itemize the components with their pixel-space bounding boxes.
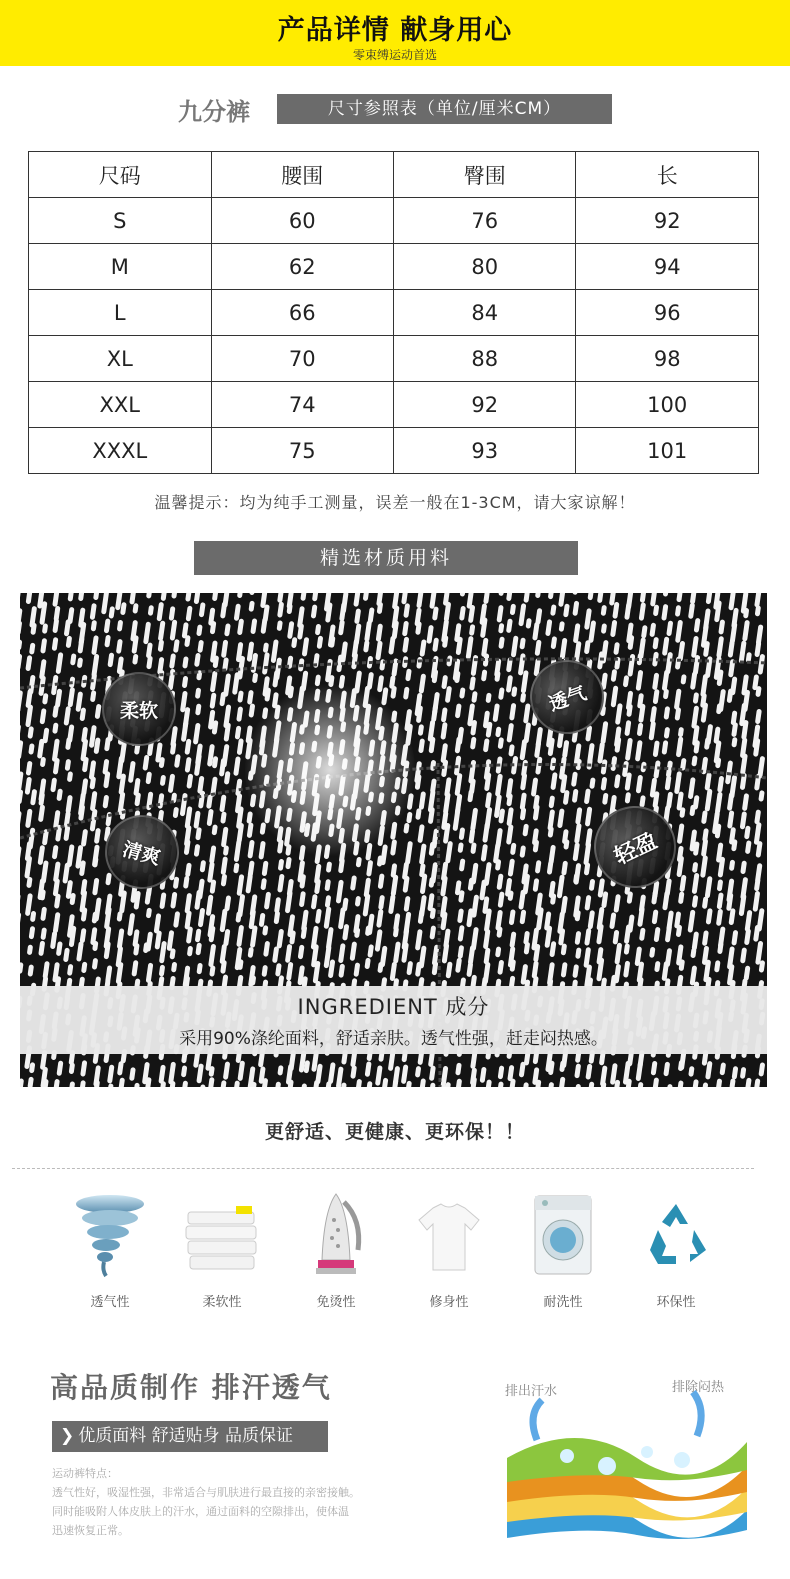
folded-towels-icon (182, 1190, 262, 1280)
measurement-tip: 温馨提示：均为纯手工测量，误差一般在1-3CM，请大家谅解！ (154, 493, 636, 512)
cell-size: M (29, 244, 212, 290)
cell-length: 96 (576, 290, 759, 336)
quality-desc-line: 迅速恢复正常。 (52, 1524, 129, 1537)
ingredient-panel (20, 986, 767, 1054)
sweat-out-label: 排出汗水 (505, 1384, 558, 1399)
banner-subtitle: 零束缚运动首选 (352, 48, 437, 62)
ingredient-title: INGREDIENT 成分 (297, 995, 490, 1019)
dashed-divider (12, 1168, 754, 1169)
heat-out-label: 排除闷热 (672, 1380, 725, 1395)
cell-size: S (29, 198, 212, 244)
cell-waist: 62 (211, 244, 393, 290)
cell-hip: 84 (393, 290, 575, 336)
quality-desc-line: 透气性好，吸湿性强，非常适合与肌肤进行最直接的亲密接触。 (52, 1486, 360, 1499)
banner-title: 产品详情 献身用心 (277, 15, 513, 46)
table-row (29, 198, 759, 244)
feature-eco (621, 1190, 731, 1310)
cell-hip: 80 (393, 244, 575, 290)
feature-label: 透气性 (90, 1295, 130, 1310)
cell-length: 101 (576, 428, 759, 474)
cell-hip: 88 (393, 336, 575, 382)
feature-slim-fit (394, 1190, 504, 1310)
feature-washable (508, 1190, 618, 1310)
size-chart-heading (0, 92, 790, 126)
cell-size: XXL (29, 382, 212, 428)
cell-waist: 75 (211, 428, 393, 474)
ingredient-desc: 采用90%涤纶面料，舒适亲肤。透气性强，赶走闷热感。 (179, 1029, 608, 1049)
table-row (29, 290, 759, 336)
cell-waist: 60 (211, 198, 393, 244)
cell-size: XL (29, 336, 212, 382)
quality-bar (52, 1421, 328, 1452)
header-length: 长 (576, 152, 759, 198)
feature-bubble-breathable: 透气 (520, 650, 615, 745)
cell-length: 94 (576, 244, 759, 290)
recycle-icon (636, 1190, 716, 1280)
cell-length: 98 (576, 336, 759, 382)
cell-length: 100 (576, 382, 759, 428)
header-waist: 腰围 (211, 152, 393, 198)
table-header-row (29, 152, 759, 198)
header-size: 尺码 (29, 152, 212, 198)
table-row (29, 382, 759, 428)
cell-waist: 70 (211, 336, 393, 382)
cell-size: L (29, 290, 212, 336)
feature-breathable (55, 1190, 165, 1310)
washing-machine-icon (523, 1190, 603, 1280)
cell-waist: 74 (211, 382, 393, 428)
chevron-right-icon: ❯ (60, 1426, 75, 1446)
quality-desc-line: 同时能吸附人体皮肤上的汗水，通过面料的空隙排出，使体温 (52, 1505, 349, 1518)
feature-bubble-soft: 柔软 (102, 672, 176, 746)
tornado-icon (70, 1190, 150, 1280)
fabric-glow (245, 680, 415, 860)
feature-label: 柔软性 (202, 1295, 242, 1310)
material-title: 精选材质用料 (194, 541, 578, 575)
cell-hip: 76 (393, 198, 575, 244)
product-name: 九分裤 (178, 98, 250, 126)
feature-bubble-light: 轻盈 (581, 793, 690, 902)
quality-bar-text: 优质面料 舒适贴身 品质保证 (78, 1426, 294, 1446)
quality-title: 高品质制作 排汗透气 (50, 1371, 332, 1404)
feature-label: 耐洗性 (543, 1295, 583, 1310)
feature-label: 免烫性 (316, 1295, 356, 1310)
feature-soft (167, 1190, 277, 1310)
quality-desc-title: 运动裤特点： (52, 1467, 118, 1480)
table-row (29, 336, 759, 382)
cell-waist: 66 (211, 290, 393, 336)
cell-hip: 92 (393, 382, 575, 428)
size-table (28, 151, 759, 474)
quality-desc (52, 1464, 422, 1540)
slogan: 更舒适、更健康、更环保！！ (264, 1121, 525, 1143)
header-hip: 臀围 (393, 152, 575, 198)
feature-label: 环保性 (656, 1295, 696, 1310)
feature-bubble-cool: 清爽 (97, 807, 188, 898)
iron-icon (296, 1190, 376, 1280)
table-row (29, 244, 759, 290)
tshirt-icon (409, 1190, 489, 1280)
feature-iron-free (281, 1190, 391, 1310)
cell-length: 92 (576, 198, 759, 244)
cell-hip: 93 (393, 428, 575, 474)
cell-size: XXXL (29, 428, 212, 474)
table-row (29, 428, 759, 474)
feature-label: 修身性 (429, 1295, 469, 1310)
fabric-layers-illustration (497, 1370, 747, 1540)
size-chart-unit-label: 尺寸参照表（单位/厘米CM） (277, 94, 612, 124)
top-banner (0, 0, 790, 66)
